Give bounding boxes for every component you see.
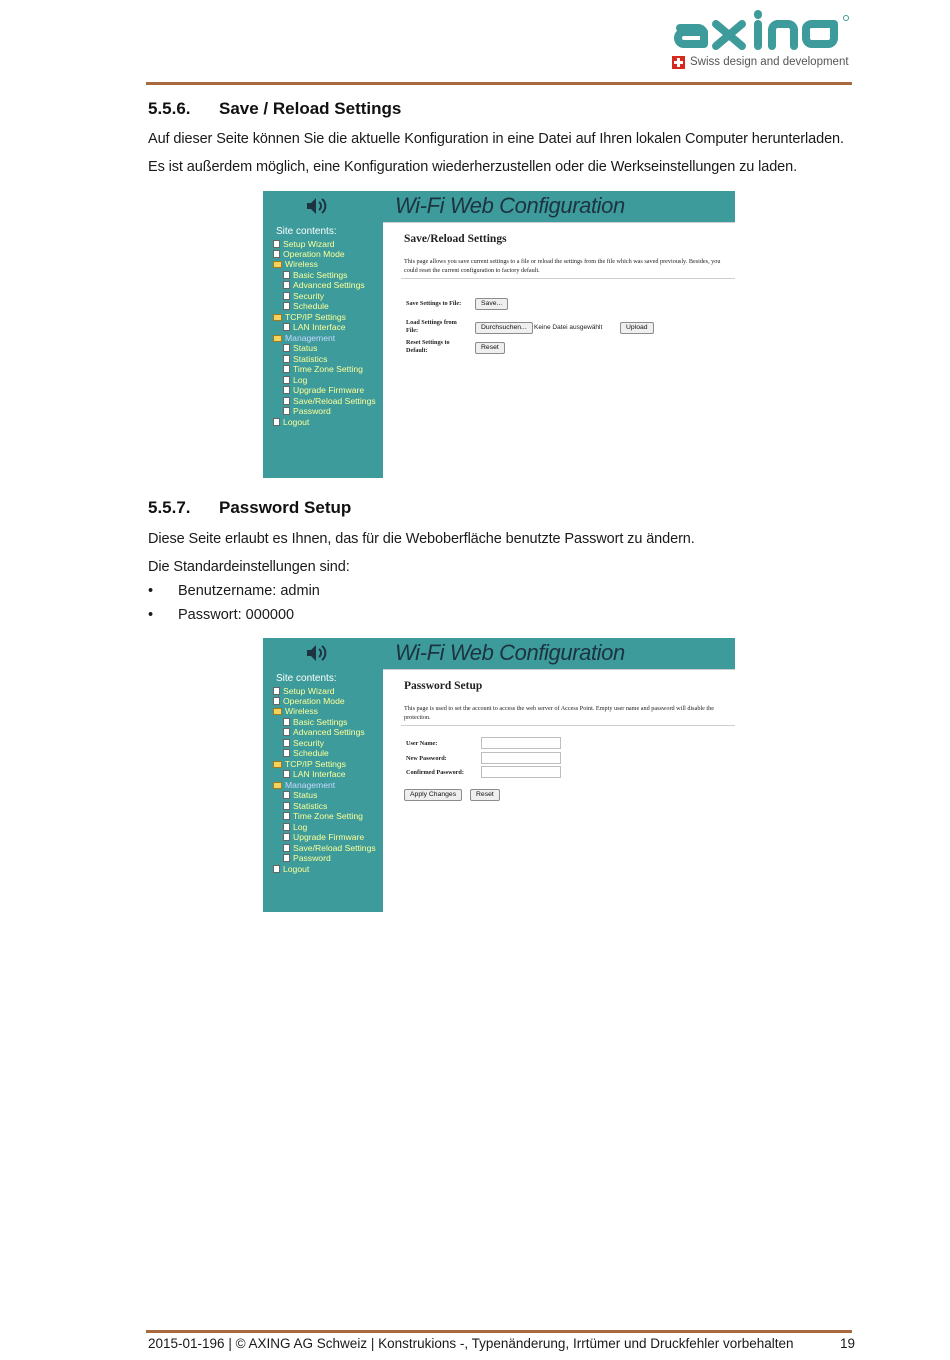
page-icon <box>283 376 290 384</box>
menu-password[interactable]: Password <box>283 406 331 416</box>
page-icon <box>283 791 290 799</box>
site-contents-label: Site contents: <box>276 226 337 237</box>
footer-divider <box>146 1330 852 1333</box>
reset-button[interactable]: Reset <box>475 342 505 354</box>
section-heading-save-reload <box>148 99 401 119</box>
screenshot-password <box>263 638 735 912</box>
confirm-password-label: Confirmed Password: <box>406 769 464 776</box>
webui-page-heading: Password Setup <box>404 680 483 692</box>
menu-tcpip-settings[interactable]: TCP/IP Settings <box>273 759 346 769</box>
page-icon <box>283 854 290 862</box>
folder-icon <box>273 335 282 342</box>
section-heading-password <box>148 498 351 518</box>
menu-statistics[interactable]: Statistics <box>283 801 327 811</box>
page-icon <box>283 365 290 373</box>
page-icon <box>283 844 290 852</box>
page-icon <box>283 292 290 300</box>
site-contents-label: Site contents: <box>276 673 337 684</box>
upload-button[interactable]: Upload <box>620 322 654 334</box>
swiss-flag-icon <box>672 56 685 69</box>
page-icon <box>283 344 290 352</box>
page-icon <box>283 355 290 363</box>
save-settings-label: Save Settings to File: <box>406 300 462 307</box>
menu-time-zone[interactable]: Time Zone Setting <box>283 364 363 374</box>
menu-lan-interface[interactable]: LAN Interface <box>283 769 346 779</box>
menu-statistics[interactable]: Statistics <box>283 354 327 364</box>
menu-upgrade-firmware[interactable]: Upgrade Firmware <box>283 832 364 842</box>
menu-wireless[interactable]: Wireless <box>273 706 318 716</box>
menu-lan-interface[interactable]: LAN Interface <box>283 322 346 332</box>
section-title: Save / Reload Settings <box>219 99 402 118</box>
webui-page-description: This page allows you save current settings to a file or reload the settings from the file which was saved previously. Besides, you could reset the current configuration to factory default. <box>404 258 721 274</box>
folder-icon <box>273 761 282 768</box>
page-icon <box>283 823 290 831</box>
page-icon <box>283 812 290 820</box>
header-divider <box>146 82 852 85</box>
menu-management[interactable]: Management <box>273 333 335 343</box>
folder-icon <box>273 708 282 715</box>
section-title: Password Setup <box>219 498 352 517</box>
footer-text: 2015-01-196 | © AXING AG Schweiz | Konstrukions -, Typenänderung, Irrtümer und Druckfehler vorbehalten <box>148 1336 794 1351</box>
folder-icon <box>273 314 282 321</box>
menu-management[interactable]: Management <box>273 780 335 790</box>
menu-logout[interactable]: Logout <box>273 864 309 874</box>
webui-sidebar <box>263 222 383 478</box>
page-icon <box>273 687 280 695</box>
webui-separator <box>401 278 735 279</box>
new-password-input[interactable] <box>481 752 561 764</box>
user-name-label: User Name: <box>406 740 438 747</box>
menu-basic-settings[interactable]: Basic Settings <box>283 270 347 280</box>
menu-save-reload[interactable]: Save/Reload Settings <box>283 396 376 406</box>
page-icon <box>273 250 280 258</box>
webui-header <box>263 191 735 222</box>
menu-wireless[interactable]: Wireless <box>273 259 318 269</box>
paragraph: Diese Seite erlaubt es Ihnen, das für die Weboberfläche benutzte Passwort zu ändern. <box>148 531 695 547</box>
paragraph: Auf dieser Seite können Sie die aktuelle Konfiguration in eine Datei auf Ihren lokalen Computer herunterladen. <box>148 131 844 147</box>
webui-header <box>263 638 735 669</box>
menu-advanced-settings[interactable]: Advanced Settings <box>283 727 365 737</box>
menu-setup-wizard[interactable]: Setup Wizard <box>273 686 335 696</box>
file-status: Keine Datei ausgewählt <box>534 324 603 331</box>
menu-schedule[interactable]: Schedule <box>283 748 329 758</box>
menu-logout[interactable]: Logout <box>273 417 309 427</box>
page-icon <box>283 833 290 841</box>
bullet-item: • Benutzername: admin <box>148 583 320 599</box>
menu-operation-mode[interactable]: Operation Mode <box>273 249 345 259</box>
apply-changes-button[interactable]: Apply Changes <box>404 789 462 801</box>
reset-button[interactable]: Reset <box>470 789 500 801</box>
page-icon <box>283 271 290 279</box>
page-icon <box>283 728 290 736</box>
webui-content <box>383 222 735 354</box>
menu-upgrade-firmware[interactable]: Upgrade Firmware <box>283 385 364 395</box>
menu-status[interactable]: Status <box>283 790 317 800</box>
paragraph: Die Standardeinstellungen sind: <box>148 559 350 575</box>
page-icon <box>283 386 290 394</box>
webui-content <box>383 669 735 810</box>
page-icon <box>283 802 290 810</box>
page-icon <box>273 865 280 873</box>
wifi-speaker-icon <box>304 642 330 664</box>
load-settings-label: Load Settings from File: <box>406 319 457 334</box>
webui-sidebar <box>263 669 383 912</box>
page-icon <box>273 240 280 248</box>
webui-title: Wi-Fi Web Configuration <box>395 640 625 665</box>
paragraph: Es ist außerdem möglich, eine Konfiguration wiederherzustellen oder die Werkseinstellungen zu laden. <box>148 159 798 175</box>
webui-title: Wi-Fi Web Configuration <box>395 193 625 218</box>
page-icon <box>283 397 290 405</box>
section-number: 5.5.6. <box>148 99 191 118</box>
logo-tagline: Swiss design and development <box>690 56 849 68</box>
bullet-item: • Passwort: 000000 <box>148 607 295 623</box>
menu-status[interactable]: Status <box>283 343 317 353</box>
page-icon <box>283 302 290 310</box>
page-icon <box>283 739 290 747</box>
menu-log[interactable]: Log <box>283 375 307 385</box>
webui-separator <box>401 725 735 726</box>
reset-settings-label: Reset Settings to Default: <box>406 339 450 354</box>
menu-basic-settings[interactable]: Basic Settings <box>283 717 347 727</box>
menu-time-zone[interactable]: Time Zone Setting <box>283 811 363 821</box>
menu-save-reload[interactable]: Save/Reload Settings <box>283 843 376 853</box>
folder-icon <box>273 261 282 268</box>
webui-page-heading: Save/Reload Settings <box>404 233 507 245</box>
wifi-speaker-icon <box>304 195 330 217</box>
folder-icon <box>273 782 282 789</box>
axing-wordmark <box>672 10 852 52</box>
bullet-dot-icon: • <box>148 607 154 623</box>
confirm-password-input[interactable] <box>481 766 561 778</box>
bullet-dot-icon: • <box>148 583 154 599</box>
page-number: 19 <box>840 1336 856 1351</box>
menu-security[interactable]: Security <box>283 291 324 301</box>
page-icon <box>283 749 290 757</box>
axing-logo <box>672 10 852 72</box>
menu-security[interactable]: Security <box>283 738 324 748</box>
page-icon <box>283 323 290 331</box>
menu-log[interactable]: Log <box>283 822 307 832</box>
webui-page-description: This page is used to set the account to access the web server of Access Point. Empty user name and password will disable the protection. <box>404 705 714 721</box>
menu-operation-mode[interactable]: Operation Mode <box>273 696 345 706</box>
menu-schedule[interactable]: Schedule <box>283 301 329 311</box>
browse-button[interactable]: Durchsuchen... <box>475 322 533 334</box>
new-password-label: New Password: <box>406 755 447 762</box>
page-icon <box>283 281 290 289</box>
section-number: 5.5.7. <box>148 498 191 517</box>
menu-advanced-settings[interactable]: Advanced Settings <box>283 280 365 290</box>
save-button[interactable]: Save... <box>475 298 508 310</box>
page-icon <box>273 418 280 426</box>
page-icon <box>283 718 290 726</box>
user-name-input[interactable] <box>481 737 561 749</box>
menu-password[interactable]: Password <box>283 853 331 863</box>
menu-setup-wizard[interactable]: Setup Wizard <box>273 239 335 249</box>
page-icon <box>283 770 290 778</box>
page-icon <box>283 407 290 415</box>
menu-tcpip-settings[interactable]: TCP/IP Settings <box>273 312 346 322</box>
page-icon <box>273 697 280 705</box>
screenshot-save-reload <box>263 191 735 478</box>
